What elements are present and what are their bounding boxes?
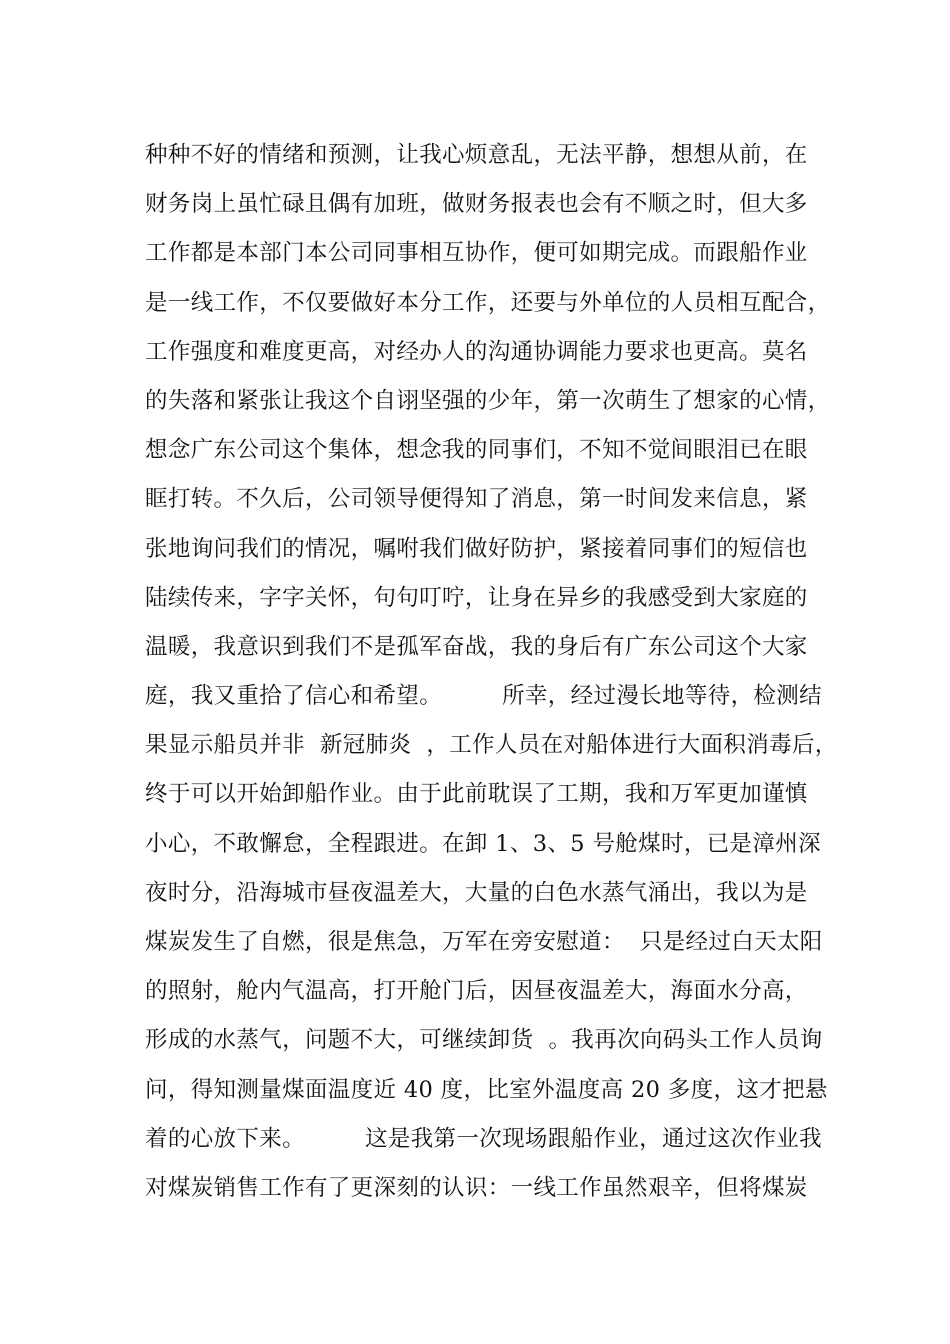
text-line-15: 小心，不敢懈怠，全程跟进。在卸 1、3、5 号舱煤时，已是漳州深: [145, 830, 821, 857]
text-line-8: 眶打转。不久后，公司领导便得知了消息，第一时间发来信息，紧: [145, 486, 808, 513]
text-line-11: 温暖，我意识到我们不是孤军奋战，我的身后有广东公司这个大家: [145, 633, 808, 660]
body-text: [145, 131, 838, 1213]
text-line-16: 夜时分，沿海城市昼夜温差大，大量的白色水蒸气涌出，我以为是: [145, 879, 808, 906]
text-line-7: 想念广东公司这个集体，想念我的同事们，不知不觉间眼泪已在眼: [145, 437, 808, 464]
text-line-17: 煤炭发生了自燃，很是焦急，万军在旁安慰道： 只是经过白天太阳: [145, 929, 823, 955]
text-line-19: 形成的水蒸气，问题不大，可继续卸货 。我再次向码头工作人员询: [145, 1027, 823, 1054]
text-line-1: 种种不好的情绪和预测，让我心烦意乱，无法平静，想想从前，在: [145, 142, 808, 168]
text-line-10: 陆续传来，字字关怀，句句叮咛，让身在异乡的我感受到大家庭的: [145, 584, 808, 611]
text-line-13: 果显示船员并非 新冠肺炎 ，工作人员在对船体进行大面积消毒后，: [145, 732, 838, 759]
text-line-22: 对煤炭销售工作有了更深刻的认识：一线工作虽然艰辛，但将煤炭: [145, 1174, 808, 1201]
text-line-18: 的照射，舱内气温高，打开舱门后，因昼夜温差大，海面水分高，: [145, 978, 808, 1005]
text-line-12: 庭，我又重拾了信心和希望。 所幸，经过漫长地等待，检测结: [145, 683, 822, 710]
text-line-4: 是一线工作，不仅要做好本分工作，还要与外单位的人员相互配合，: [145, 289, 831, 316]
text-line-5: 工作强度和难度更高，对经办人的沟通协调能力要求也更高。莫名: [145, 338, 808, 365]
text-line-6: 的失落和紧张让我这个自诩坚强的少年，第一次萌生了想家的心情，: [145, 387, 831, 414]
text-line-20: 问，得知测量煤面温度近 40 度，比室外温度高 20 多度，这才把悬: [145, 1076, 828, 1103]
text-line-21: 着的心放下来。 这是我第一次现场跟船作业，通过这次作业我: [145, 1125, 822, 1152]
text-line-3: 工作都是本部门本公司同事相互协作，便可如期完成。而跟船作业: [145, 240, 808, 267]
text-line-14: 终于可以开始卸船作业。由于此前耽误了工期，我和万军更加谨慎: [145, 781, 808, 808]
text-line-9: 张地询问我们的情况，嘱咐我们做好防护，紧接着同事们的短信也: [145, 535, 808, 562]
text-line-2: 财务岗上虽忙碌且偶有加班，做财务报表也会有不顺之时，但大多: [145, 191, 808, 218]
